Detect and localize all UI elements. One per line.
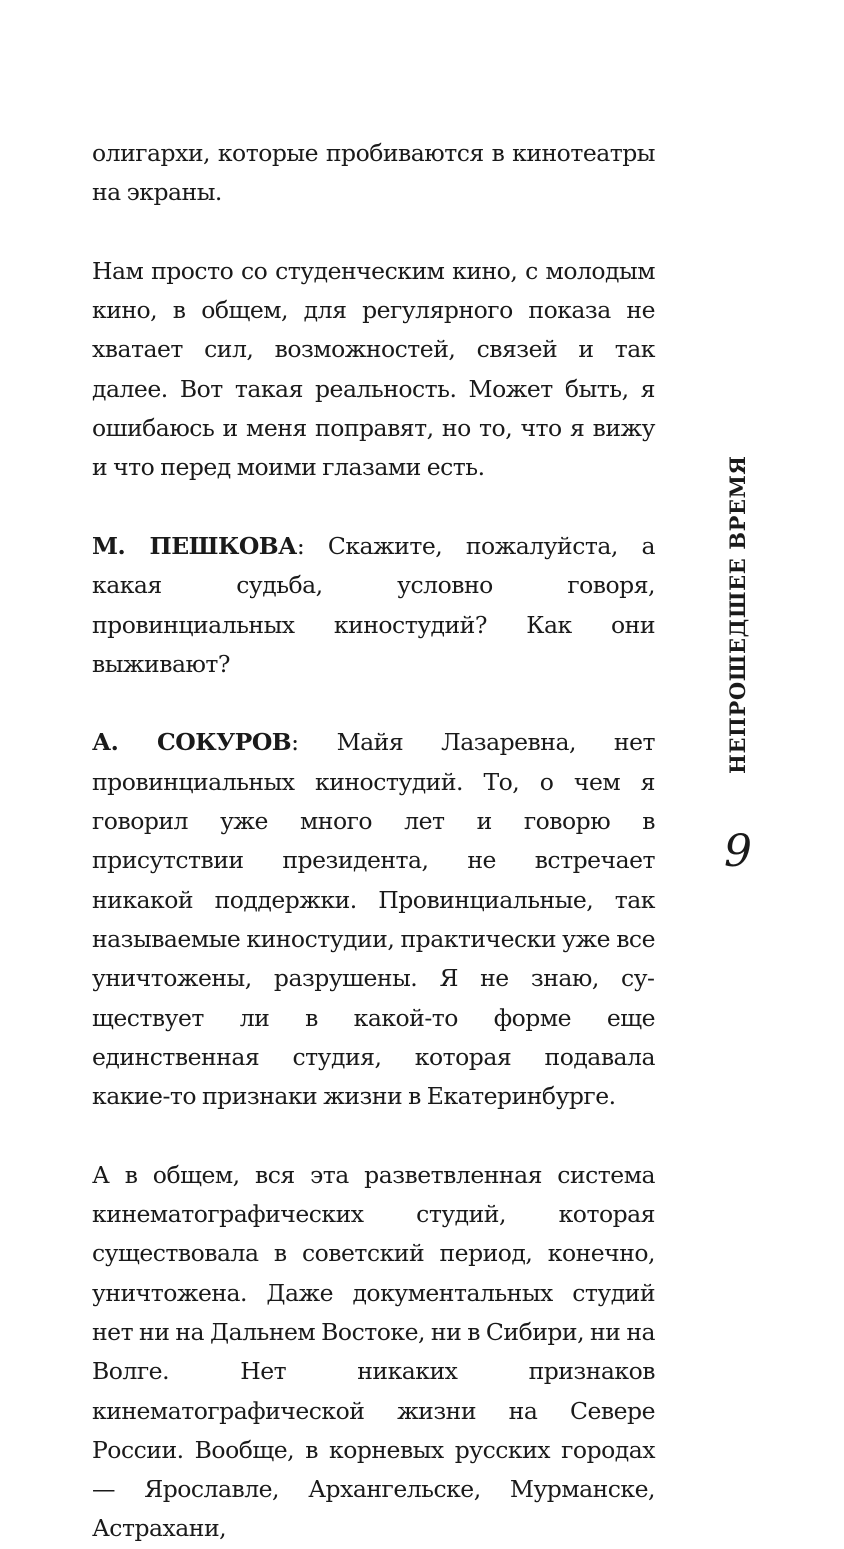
speaker-name: М. ПЕШКОВА — [92, 531, 297, 560]
speaker-name: А. СОКУРОВ — [92, 728, 292, 757]
paragraph-1 — [92, 134, 655, 213]
paragraph-3 — [92, 527, 655, 684]
paragraph-4 — [92, 723, 655, 1116]
paragraph-2 — [92, 252, 655, 488]
paragraph-text: олигархи, которые пробиваются в кинотеатры на экраны. — [92, 139, 655, 207]
paragraph-text: : Майя Лазаревна, нет провинциальных киностудий. То, о чем я говорил уже много лет и говорю в присутствии президента, не встречает никакой поддержки. Провинциальные, так называемые киностудии, практически уже все уничтожены, разрушены. Я не знаю, существует ли в какой-то форме еще единственная студия, которая подавала какие-то признаки жизни в Екатеринбурге. — [92, 728, 655, 1111]
body-text — [92, 134, 655, 1549]
running-head: НЕПРОШЕДШЕЕ ВРЕМЯ — [725, 455, 750, 774]
paragraph-text: А в общем, вся эта разветвленная система кинематографических студий, которая существовала в советский период, конечно, уничтожена. Даже документальных студий нет ни на Дальнем Востоке, ни в Сибири, ни на Волге. Нет никаких признаков кинематографической жизни на Севере России. Вообще, в корневых русских городах — Ярославле, Архангельске, Мурманске, Астрахани, — [92, 1160, 655, 1543]
page-number: 9 — [724, 826, 752, 877]
paragraph-text: : Скажите, пожалуйста, а какая судьба, условно говоря, провинциальных киностудий? Как они выживают? — [92, 531, 655, 678]
paragraph-5 — [92, 1156, 655, 1549]
paragraph-text: Нам просто со студенческим кино, с молодым кино, в общем, для регулярного показа не хватает сил, возможностей, связей и так далее. Вот такая реальность. Может быть, я ошибаюсь и меня поправят, но то, что я вижу и что перед моими глазами есть. — [92, 256, 655, 482]
